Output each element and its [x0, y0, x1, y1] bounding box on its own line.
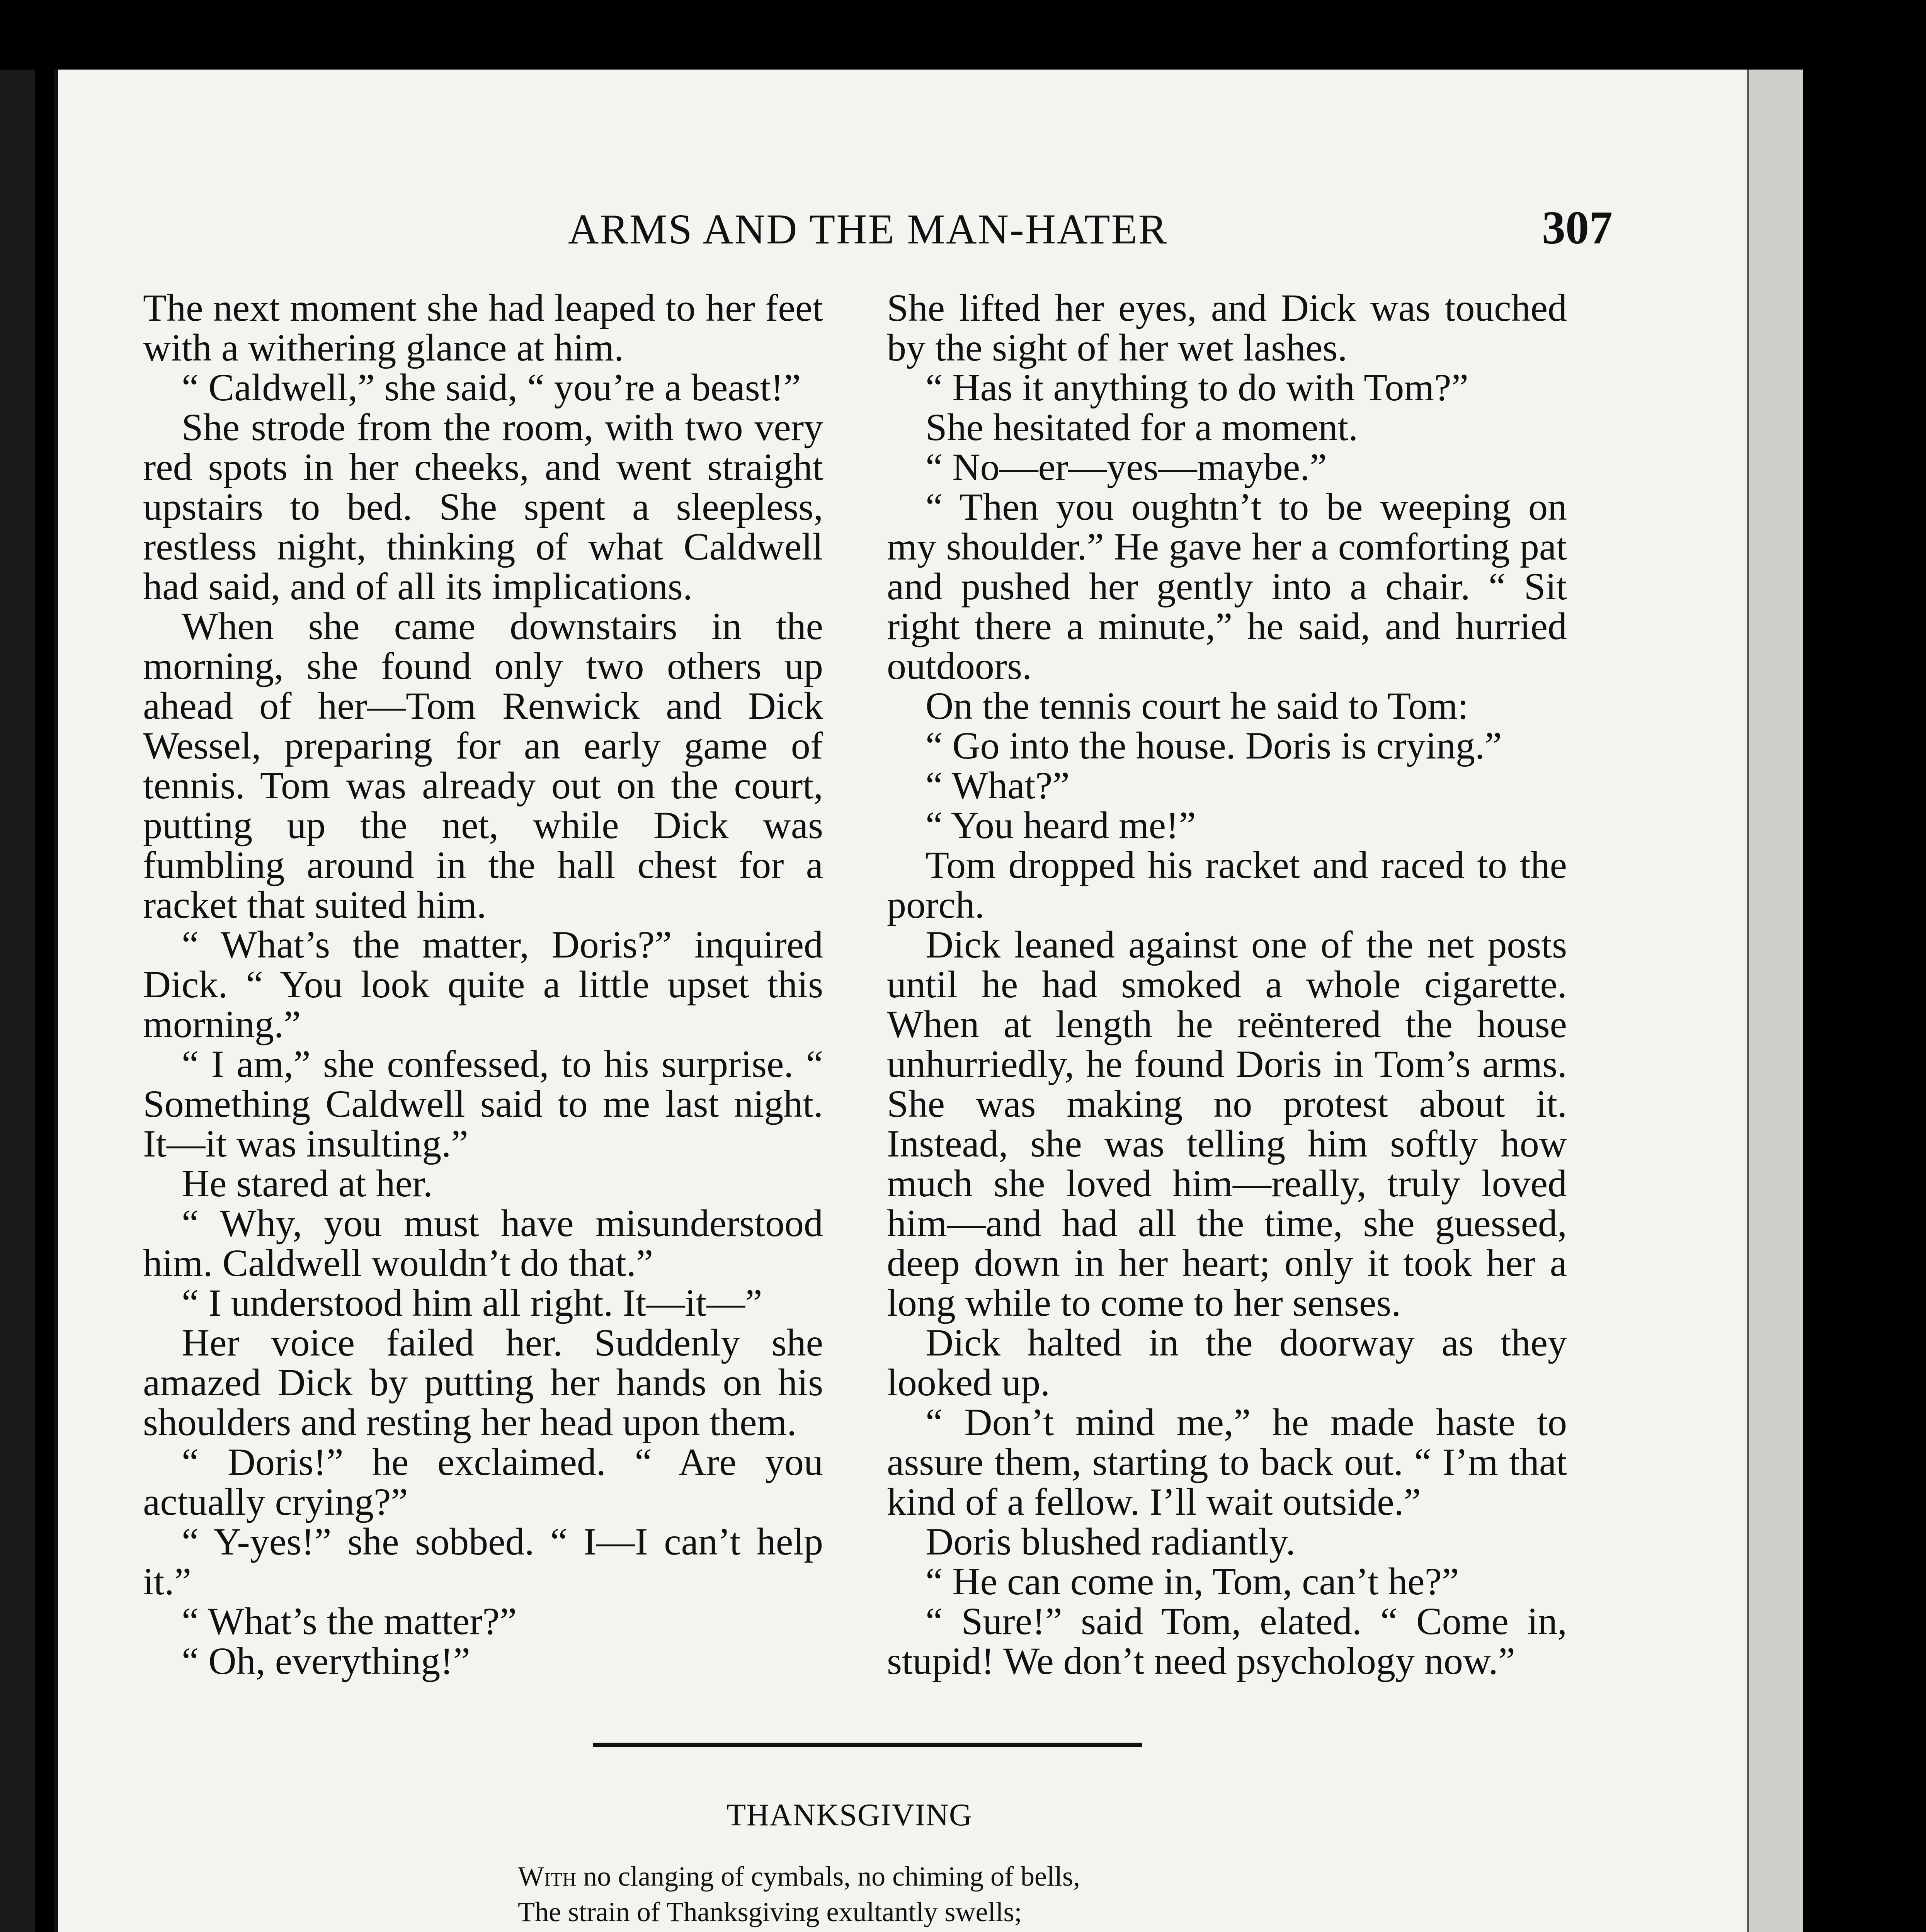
- paragraph: “ I understood him all right. It—it—”: [182, 1281, 762, 1324]
- paragraph: “ What’s the matter?”: [182, 1600, 517, 1643]
- poem-line-text: no clanging of cymbals, no chiming of bells,: [576, 1861, 1080, 1892]
- story-left-column: [143, 288, 823, 1681]
- paragraph: She hesitated for a moment.: [926, 406, 1358, 449]
- paragraph: He stared at her.: [182, 1162, 433, 1205]
- poem-title: THANKSGIVING: [727, 1797, 973, 1832]
- paragraph: “ Doris!” he exclaimed. “ Are you actually crying?”: [143, 1440, 823, 1523]
- paragraph: Tom dropped his racket and raced to the porch.: [887, 844, 1567, 926]
- page-edge-strip: [1747, 70, 1803, 1932]
- paragraph: Dick halted in the doorway as they looked up.: [887, 1321, 1567, 1404]
- poem-stanza: [518, 1859, 1199, 1932]
- paragraph: “ Don’t mind me,” he made haste to assure them, starting to back out. “ I’m that kind of a fellow. I’ll wait outside.”: [887, 1401, 1567, 1523]
- poem-line: [518, 1859, 1199, 1894]
- paragraph: “ Has it anything to do with Tom?”: [926, 366, 1468, 409]
- running-title: ARMS AND THE MAN-HATER: [568, 206, 1168, 253]
- paragraph: “ Caldwell,” she said, “ you’re a beast!”: [182, 366, 801, 409]
- story-right-column: [887, 288, 1567, 1681]
- paragraph: “ Go into the house. Doris is crying.”: [926, 724, 1502, 767]
- poem-line: The strain of Thanksgiving exultantly swells;: [518, 1896, 1022, 1927]
- paragraph: “ Oh, everything!”: [182, 1639, 470, 1682]
- paragraph: “ He can come in, Tom, can’t he?”: [926, 1560, 1459, 1603]
- paragraph: “ What?”: [926, 764, 1070, 807]
- paragraph: “ No—er—yes—maybe.”: [926, 446, 1327, 488]
- poem-line: [518, 1930, 1199, 1932]
- paragraph: “ I am,” she confessed, to his surprise. “ Something Caldwell said to me last night. It—it was insulting.”: [143, 1043, 823, 1165]
- poem-body: [518, 1859, 1199, 1932]
- poem-first-word: With: [518, 1861, 577, 1892]
- page-number: 307: [1542, 202, 1613, 254]
- paragraph: “ Sure!” said Tom, elated. “ Come in, stupid! We don’t need psychology now.”: [887, 1600, 1567, 1682]
- paragraph: Doris blushed radiantly.: [926, 1520, 1296, 1563]
- paragraph: She lifted her eyes, and Dick was touched by the sight of her wet lashes.: [887, 286, 1567, 369]
- paragraph: The next moment she had leaped to her feet with a withering glance at him.: [143, 286, 823, 369]
- book-spine: [0, 70, 35, 1932]
- paragraph: On the tennis court he said to Tom:: [926, 684, 1468, 727]
- section-divider: [593, 1743, 1142, 1747]
- paragraph: “ Then you oughtn’t to be weeping on my shoulder.” He gave her a comforting pat and pushed her gently into a chair. “ Sit right there a minute,” he said, and hurried outdoors.: [887, 485, 1567, 687]
- paragraph: “ You heard me!”: [926, 804, 1196, 847]
- paragraph: She strode from the room, with two very red spots in her cheeks, and went straight upstairs to bed. She spent a sleepless, restless night, thinking of what Caldwell had said, and of all its implications.: [143, 406, 823, 608]
- paragraph: Dick leaned against one of the net posts until he had smoked a whole cigarette. When at length he reëntered the house unhurriedly, he found Doris in Tom’s arms. She was making no protest about it. Instead, she was telling him softly how much she loved him—really, truly loved him—and had all the time, she guessed, deep down in her heart; only it took her a long while to come to her senses.: [887, 923, 1567, 1324]
- paragraph: When she came downstairs in the morning, she found only two others up ahead of her—Tom Renwick and Dick Wessel, preparing for an early game of tennis. Tom was already out on the court, putting up the net, while Dick was fumbling around in the hall chest for a racket that suited him.: [143, 605, 823, 926]
- paragraph: “ What’s the matter, Doris?” inquired Dick. “ You look quite a little upset this morning.”: [143, 923, 823, 1046]
- paragraph: “ Why, you must have misunderstood him. Caldwell wouldn’t do that.”: [143, 1202, 823, 1284]
- paragraph: “ Y-yes!” she sobbed. “ I—I can’t help it.”: [143, 1520, 823, 1603]
- paragraph: Her voice failed her. Suddenly she amazed Dick by putting her hands on his shoulders and resting her head upon them.: [143, 1321, 823, 1444]
